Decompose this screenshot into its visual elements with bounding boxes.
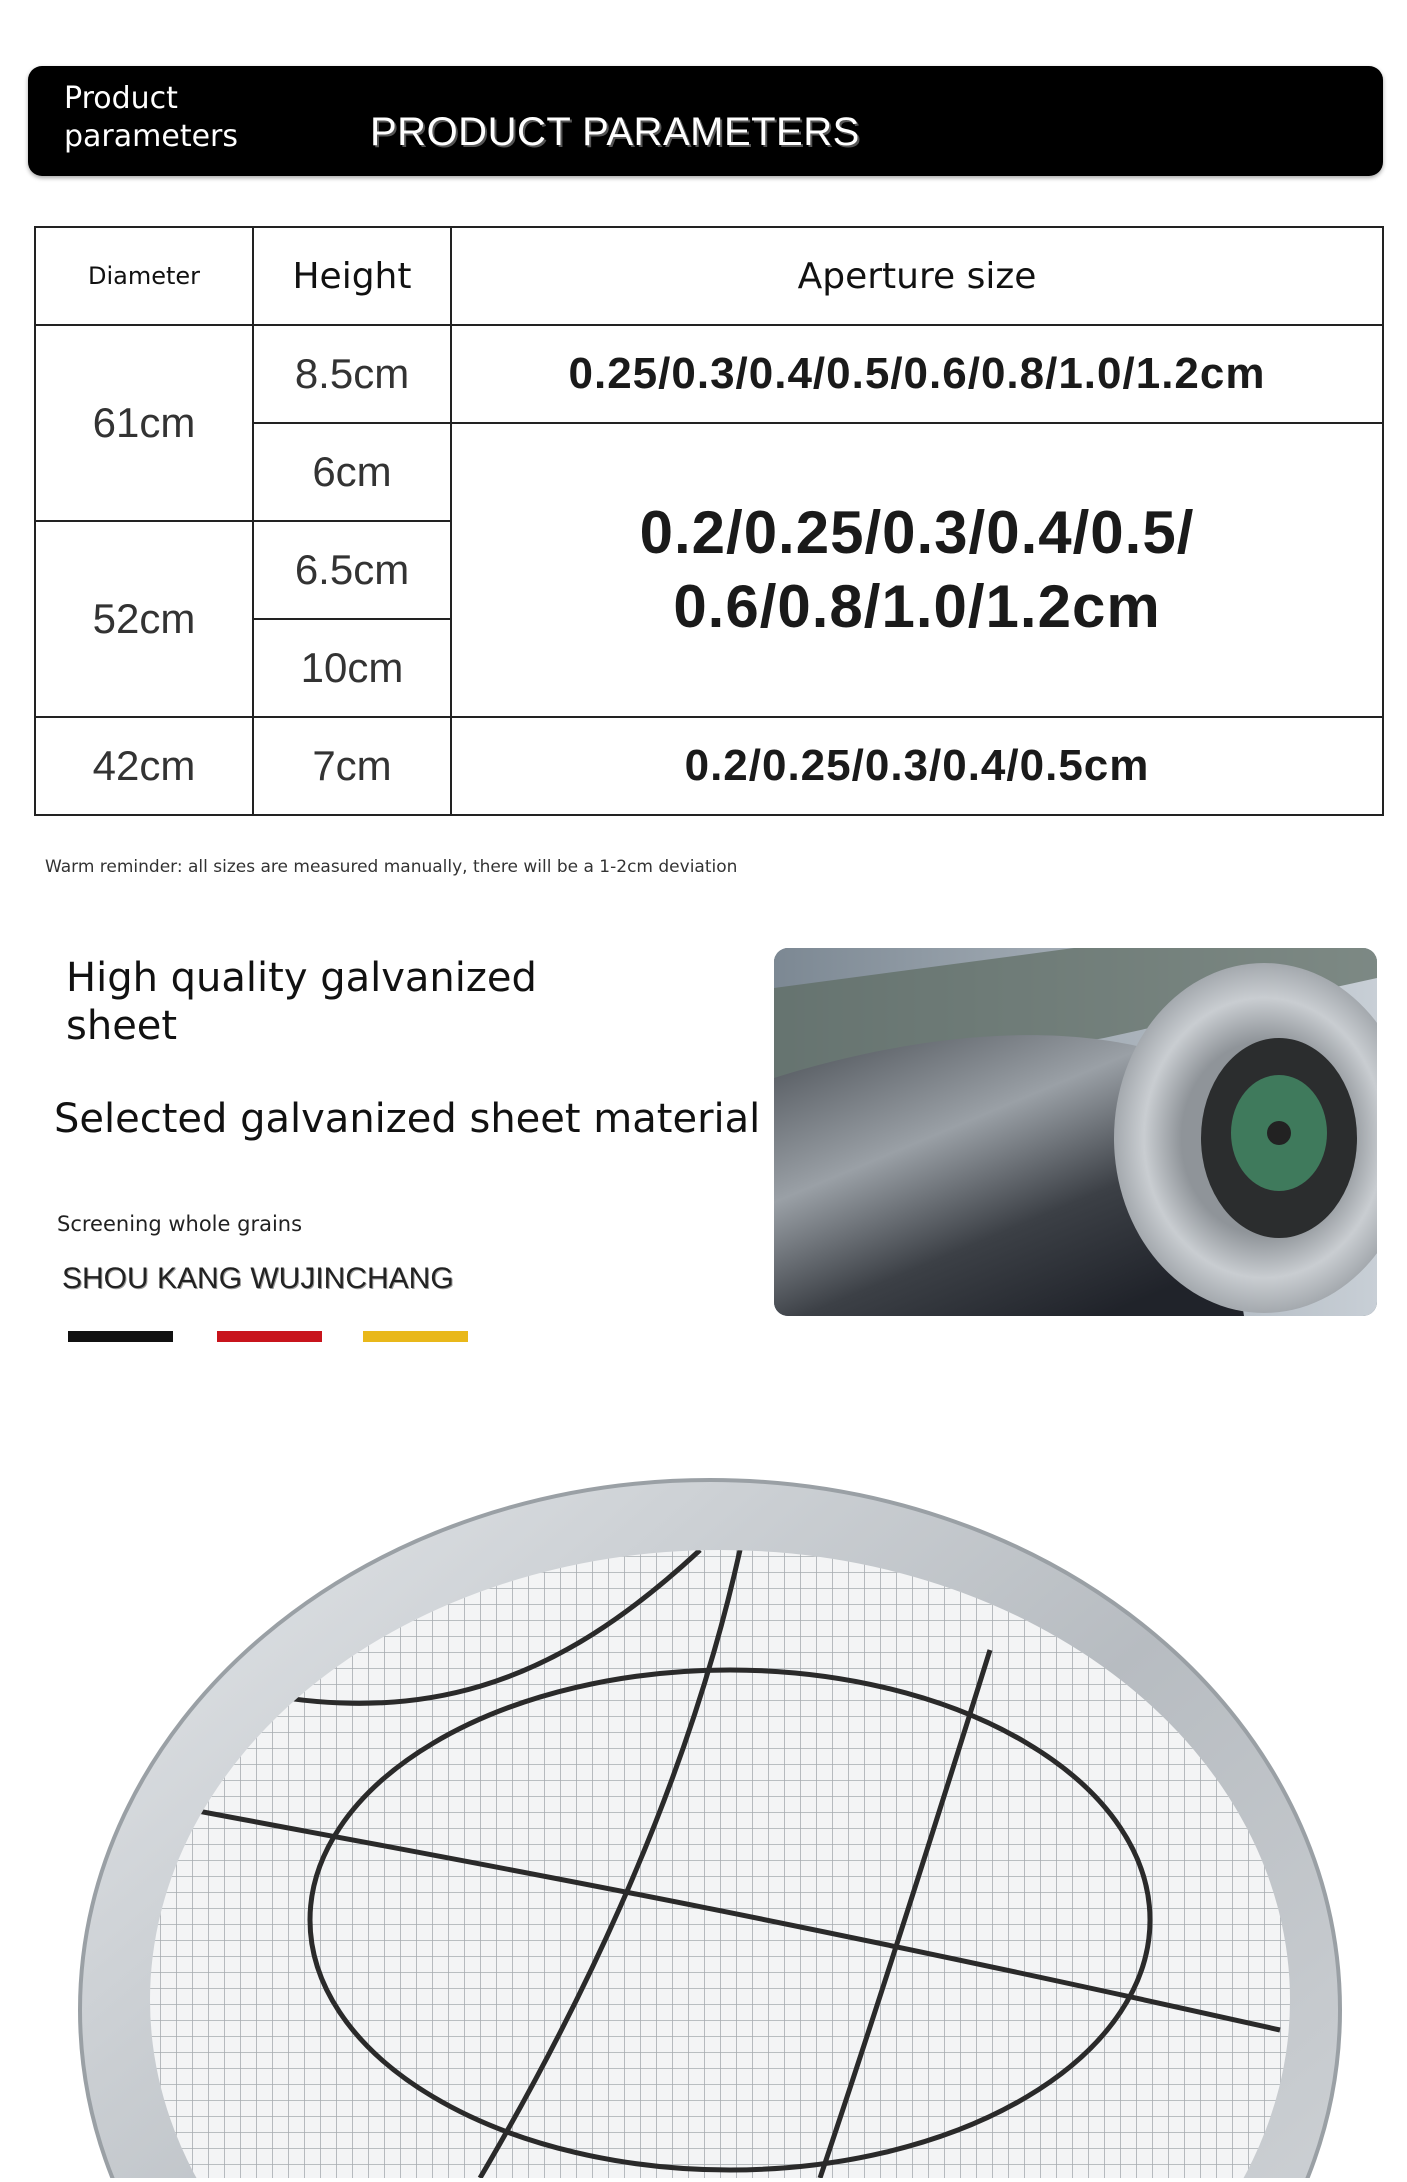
header-aperture: Aperture size — [451, 227, 1383, 325]
height-cell: 7cm — [253, 717, 451, 815]
header-title: PRODUCT PARAMETERS — [370, 110, 860, 154]
table-row — [35, 717, 1383, 815]
header-label — [64, 80, 238, 156]
swatch-red — [217, 1331, 322, 1342]
galvanized-coil-photo — [774, 948, 1377, 1316]
brand-name: SHOU KANG WUJINCHANG — [62, 1262, 454, 1295]
height-cell: 6cm — [253, 423, 451, 521]
feature-subheading: Selected galvanized sheet material — [54, 1096, 761, 1142]
parameters-table — [34, 226, 1384, 816]
galvanized-sieve-photo — [0, 1380, 1407, 2178]
height-cell: 6.5cm — [253, 521, 451, 619]
aperture-cell-merged — [451, 423, 1383, 717]
table-header-row — [35, 227, 1383, 325]
swatch-yellow — [363, 1331, 468, 1342]
height-cell: 8.5cm — [253, 325, 451, 423]
diameter-cell: 61cm — [35, 325, 253, 521]
diameter-cell: 42cm — [35, 717, 253, 815]
height-cell: 10cm — [253, 619, 451, 717]
aperture-merged-line1: 0.2/0.25/0.3/0.4/0.5/ — [639, 499, 1195, 566]
header-label-line1: Product — [64, 81, 178, 116]
aperture-cell: 0.2/0.25/0.3/0.4/0.5cm — [451, 717, 1383, 815]
header-bar — [28, 66, 1383, 176]
swatch-black — [68, 1331, 173, 1342]
warm-reminder: Warm reminder: all sizes are measured manually, there will be a 1-2cm deviation — [45, 857, 738, 877]
diameter-cell: 52cm — [35, 521, 253, 717]
table-row — [35, 325, 1383, 423]
feature-heading: High quality galvanized sheet — [66, 955, 537, 1049]
header-height: Height — [253, 227, 451, 325]
feature-tagline: Screening whole grains — [57, 1212, 303, 1236]
aperture-cell: 0.25/0.3/0.4/0.5/0.6/0.8/1.0/1.2cm — [451, 325, 1383, 423]
header-label-line2: parameters — [64, 119, 239, 154]
header-diameter: Diameter — [35, 227, 253, 325]
aperture-merged-line2: 0.6/0.8/1.0/1.2cm — [673, 573, 1161, 640]
